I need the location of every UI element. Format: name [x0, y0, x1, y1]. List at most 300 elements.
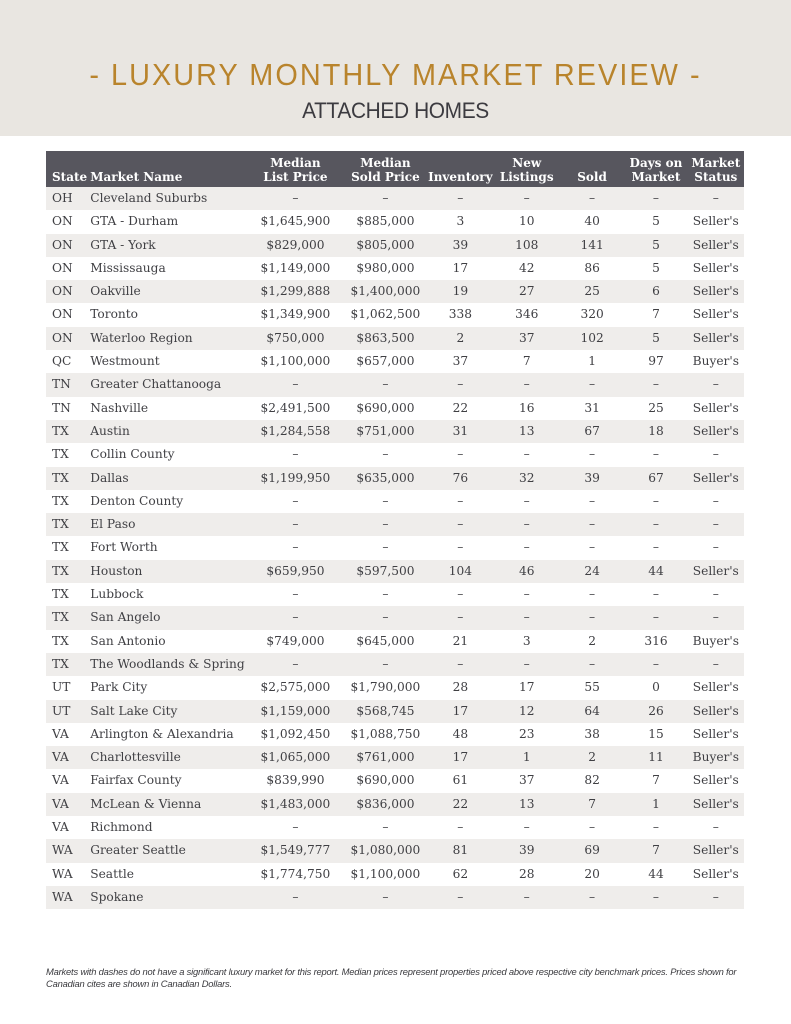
cell-inventory: 22 [427, 397, 493, 420]
cell-market-name: Park City [90, 676, 247, 699]
cell-sold: 40 [560, 210, 624, 233]
table-row [46, 746, 744, 769]
table-row [46, 420, 744, 443]
cell-market-status: – [688, 816, 744, 839]
table-row [46, 443, 744, 466]
header-sold: Sold [560, 151, 624, 187]
cell-inventory: 37 [427, 350, 493, 373]
cell-market-name: Charlottesville [90, 746, 247, 769]
cell-sold: 39 [560, 467, 624, 490]
cell-median-list-price: $1,149,000 [247, 257, 344, 280]
cell-median-list-price: – [247, 490, 344, 513]
cell-median-sold-price: $1,400,000 [344, 280, 427, 303]
cell-inventory: 21 [427, 630, 493, 653]
cell-inventory: 22 [427, 793, 493, 816]
table-body [46, 187, 744, 909]
cell-new-listings: 1 [494, 746, 560, 769]
cell-median-list-price: $1,774,750 [247, 863, 344, 886]
cell-new-listings: – [494, 816, 560, 839]
cell-median-sold-price: – [344, 606, 427, 629]
cell-market-status: Seller's [688, 467, 744, 490]
cell-sold: 20 [560, 863, 624, 886]
table-row [46, 210, 744, 233]
cell-market-status: Seller's [688, 327, 744, 350]
header-new-listings: New Listings [494, 151, 560, 187]
cell-days-on-market: – [624, 653, 687, 676]
cell-days-on-market: 7 [624, 769, 687, 792]
cell-sold: 31 [560, 397, 624, 420]
cell-new-listings: – [494, 886, 560, 909]
cell-median-sold-price: $836,000 [344, 793, 427, 816]
cell-new-listings: 37 [494, 327, 560, 350]
cell-state: TX [46, 513, 90, 536]
cell-days-on-market: 5 [624, 257, 687, 280]
cell-new-listings: 7 [494, 350, 560, 373]
cell-days-on-market: 5 [624, 210, 687, 233]
cell-state: TX [46, 490, 90, 513]
cell-state: ON [46, 234, 90, 257]
cell-median-sold-price: – [344, 513, 427, 536]
cell-market-status: – [688, 653, 744, 676]
cell-median-sold-price: $568,745 [344, 700, 427, 723]
cell-inventory: 39 [427, 234, 493, 257]
cell-market-name: San Antonio [90, 630, 247, 653]
table-row [46, 280, 744, 303]
cell-days-on-market: 26 [624, 700, 687, 723]
cell-state: TX [46, 653, 90, 676]
cell-state: TX [46, 630, 90, 653]
cell-market-status: – [688, 536, 744, 559]
table-row [46, 886, 744, 909]
cell-days-on-market: 5 [624, 327, 687, 350]
cell-median-list-price: $1,349,900 [247, 303, 344, 326]
cell-state: VA [46, 723, 90, 746]
cell-market-name: El Paso [90, 513, 247, 536]
cell-sold: 25 [560, 280, 624, 303]
cell-median-list-price: $749,000 [247, 630, 344, 653]
cell-state: WA [46, 863, 90, 886]
cell-sold: – [560, 606, 624, 629]
cell-market-status: Buyer's [688, 630, 744, 653]
cell-state: TN [46, 397, 90, 420]
cell-market-name: GTA - Durham [90, 210, 247, 233]
cell-market-status: Seller's [688, 723, 744, 746]
table-row [46, 700, 744, 723]
cell-market-name: Houston [90, 560, 247, 583]
cell-market-status: Seller's [688, 700, 744, 723]
table-row [46, 513, 744, 536]
cell-state: TX [46, 420, 90, 443]
cell-inventory: 31 [427, 420, 493, 443]
cell-median-list-price: – [247, 536, 344, 559]
cell-sold: 38 [560, 723, 624, 746]
table-row [46, 397, 744, 420]
cell-days-on-market: – [624, 536, 687, 559]
cell-market-name: Lubbock [90, 583, 247, 606]
cell-inventory: 2 [427, 327, 493, 350]
cell-new-listings: 12 [494, 700, 560, 723]
cell-inventory: 338 [427, 303, 493, 326]
cell-sold: – [560, 490, 624, 513]
table-row [46, 373, 744, 396]
cell-state: TX [46, 606, 90, 629]
cell-sold: – [560, 536, 624, 559]
table-row [46, 536, 744, 559]
table-row [46, 723, 744, 746]
cell-state: QC [46, 350, 90, 373]
cell-market-status: Seller's [688, 397, 744, 420]
cell-median-list-price: $1,092,450 [247, 723, 344, 746]
cell-new-listings: 16 [494, 397, 560, 420]
cell-days-on-market: – [624, 373, 687, 396]
cell-state: UT [46, 676, 90, 699]
cell-median-sold-price: – [344, 653, 427, 676]
cell-new-listings: 27 [494, 280, 560, 303]
cell-inventory: – [427, 606, 493, 629]
cell-median-sold-price: $805,000 [344, 234, 427, 257]
cell-inventory: 62 [427, 863, 493, 886]
cell-inventory: – [427, 536, 493, 559]
header-market-status: Market Status [688, 151, 744, 187]
cell-new-listings: 46 [494, 560, 560, 583]
cell-market-name: Arlington & Alexandria [90, 723, 247, 746]
cell-days-on-market: 11 [624, 746, 687, 769]
cell-market-status: – [688, 886, 744, 909]
cell-median-sold-price: $751,000 [344, 420, 427, 443]
page-subtitle: ATTACHED HOMES [302, 98, 489, 123]
cell-state: TX [46, 560, 90, 583]
cell-median-list-price: $1,483,000 [247, 793, 344, 816]
cell-median-list-price: $1,199,950 [247, 467, 344, 490]
cell-days-on-market: 0 [624, 676, 687, 699]
cell-market-status: Seller's [688, 210, 744, 233]
cell-median-list-price: $1,645,900 [247, 210, 344, 233]
cell-median-list-price: – [247, 653, 344, 676]
cell-sold: 55 [560, 676, 624, 699]
cell-sold: – [560, 886, 624, 909]
table-row [46, 793, 744, 816]
cell-market-status: – [688, 606, 744, 629]
cell-inventory: 76 [427, 467, 493, 490]
cell-market-name: Cleveland Suburbs [90, 187, 247, 210]
cell-inventory: – [427, 653, 493, 676]
cell-new-listings: – [494, 513, 560, 536]
cell-state: TX [46, 536, 90, 559]
header-inventory: Inventory [427, 151, 493, 187]
cell-median-sold-price: – [344, 816, 427, 839]
header-days-on-market: Days on Market [624, 151, 687, 187]
header-state: State [46, 151, 90, 187]
cell-days-on-market: – [624, 513, 687, 536]
cell-state: TX [46, 443, 90, 466]
cell-market-status: – [688, 490, 744, 513]
cell-days-on-market: 5 [624, 234, 687, 257]
cell-sold: 64 [560, 700, 624, 723]
cell-state: VA [46, 793, 90, 816]
cell-market-status: Seller's [688, 234, 744, 257]
cell-new-listings: – [494, 443, 560, 466]
table-header-row [46, 151, 744, 187]
cell-state: TN [46, 373, 90, 396]
header-market-name: Market Name [90, 151, 247, 187]
cell-inventory: – [427, 187, 493, 210]
cell-inventory: 104 [427, 560, 493, 583]
cell-market-name: Westmount [90, 350, 247, 373]
cell-days-on-market: – [624, 886, 687, 909]
cell-market-name: Dallas [90, 467, 247, 490]
table-row [46, 676, 744, 699]
cell-sold: – [560, 816, 624, 839]
cell-median-sold-price: $885,000 [344, 210, 427, 233]
cell-days-on-market: 18 [624, 420, 687, 443]
cell-state: ON [46, 327, 90, 350]
cell-days-on-market: 97 [624, 350, 687, 373]
cell-days-on-market: 6 [624, 280, 687, 303]
cell-sold: – [560, 513, 624, 536]
cell-state: VA [46, 769, 90, 792]
cell-market-name: Seattle [90, 863, 247, 886]
cell-inventory: – [427, 816, 493, 839]
cell-sold: – [560, 653, 624, 676]
cell-market-status: Seller's [688, 839, 744, 862]
cell-market-status: Seller's [688, 676, 744, 699]
table-row [46, 303, 744, 326]
cell-inventory: – [427, 443, 493, 466]
header-median-sold-price: Median Sold Price [344, 151, 427, 187]
cell-market-status: Seller's [688, 280, 744, 303]
cell-days-on-market: 1 [624, 793, 687, 816]
cell-market-name: GTA - York [90, 234, 247, 257]
cell-market-name: The Woodlands & Spring [90, 653, 247, 676]
cell-median-sold-price: $645,000 [344, 630, 427, 653]
table-row [46, 816, 744, 839]
cell-median-sold-price: $1,790,000 [344, 676, 427, 699]
cell-market-name: Greater Chattanooga [90, 373, 247, 396]
cell-market-status: Seller's [688, 257, 744, 280]
table-row [46, 350, 744, 373]
cell-median-list-price: $1,284,558 [247, 420, 344, 443]
cell-inventory: 19 [427, 280, 493, 303]
cell-days-on-market: – [624, 443, 687, 466]
cell-inventory: – [427, 373, 493, 396]
cell-market-name: Spokane [90, 886, 247, 909]
cell-inventory: 81 [427, 839, 493, 862]
cell-new-listings: 108 [494, 234, 560, 257]
cell-days-on-market: 316 [624, 630, 687, 653]
cell-sold: – [560, 583, 624, 606]
cell-median-sold-price: $635,000 [344, 467, 427, 490]
table-row [46, 653, 744, 676]
cell-market-status: – [688, 513, 744, 536]
cell-median-sold-price: – [344, 536, 427, 559]
cell-state: WA [46, 886, 90, 909]
cell-market-name: Toronto [90, 303, 247, 326]
cell-median-list-price: $1,100,000 [247, 350, 344, 373]
table-row [46, 769, 744, 792]
cell-sold: – [560, 187, 624, 210]
cell-sold: 69 [560, 839, 624, 862]
cell-new-listings: – [494, 187, 560, 210]
cell-new-listings: 13 [494, 420, 560, 443]
cell-inventory: 3 [427, 210, 493, 233]
cell-median-sold-price: – [344, 886, 427, 909]
table-row [46, 630, 744, 653]
cell-days-on-market: 67 [624, 467, 687, 490]
table-row [46, 327, 744, 350]
cell-new-listings: – [494, 606, 560, 629]
cell-sold: 24 [560, 560, 624, 583]
table-row [46, 863, 744, 886]
cell-sold: 102 [560, 327, 624, 350]
cell-days-on-market: – [624, 490, 687, 513]
cell-new-listings: – [494, 536, 560, 559]
cell-market-name: Nashville [90, 397, 247, 420]
cell-new-listings: 346 [494, 303, 560, 326]
cell-market-name: San Angelo [90, 606, 247, 629]
cell-median-list-price: – [247, 373, 344, 396]
market-table [46, 151, 744, 909]
cell-new-listings: 23 [494, 723, 560, 746]
cell-new-listings: 32 [494, 467, 560, 490]
cell-median-sold-price: $690,000 [344, 769, 427, 792]
cell-days-on-market: – [624, 816, 687, 839]
cell-median-sold-price: $980,000 [344, 257, 427, 280]
cell-market-status: Seller's [688, 769, 744, 792]
cell-new-listings: 37 [494, 769, 560, 792]
cell-new-listings: – [494, 490, 560, 513]
cell-market-status: – [688, 583, 744, 606]
cell-days-on-market: 44 [624, 863, 687, 886]
cell-days-on-market: 7 [624, 303, 687, 326]
cell-new-listings: 42 [494, 257, 560, 280]
cell-state: WA [46, 839, 90, 862]
cell-median-list-price: – [247, 187, 344, 210]
cell-median-sold-price: $657,000 [344, 350, 427, 373]
cell-inventory: – [427, 583, 493, 606]
cell-median-sold-price: $1,080,000 [344, 839, 427, 862]
cell-days-on-market: – [624, 187, 687, 210]
table-row [46, 839, 744, 862]
cell-median-list-price: – [247, 583, 344, 606]
cell-median-sold-price: $1,100,000 [344, 863, 427, 886]
cell-median-list-price: $2,491,500 [247, 397, 344, 420]
cell-days-on-market: – [624, 583, 687, 606]
cell-state: TX [46, 583, 90, 606]
cell-market-name: Oakville [90, 280, 247, 303]
cell-inventory: 61 [427, 769, 493, 792]
cell-median-sold-price: $1,062,500 [344, 303, 427, 326]
table-row [46, 583, 744, 606]
cell-median-sold-price: – [344, 187, 427, 210]
cell-market-status: Seller's [688, 420, 744, 443]
cell-market-status: Seller's [688, 560, 744, 583]
cell-inventory: 17 [427, 257, 493, 280]
cell-median-sold-price: $1,088,750 [344, 723, 427, 746]
cell-inventory: – [427, 886, 493, 909]
cell-market-status: – [688, 443, 744, 466]
cell-market-status: Seller's [688, 793, 744, 816]
cell-market-status: Buyer's [688, 350, 744, 373]
cell-median-sold-price: $863,500 [344, 327, 427, 350]
cell-state: VA [46, 746, 90, 769]
cell-sold: 86 [560, 257, 624, 280]
cell-median-list-price: – [247, 816, 344, 839]
cell-market-name: Fort Worth [90, 536, 247, 559]
cell-median-list-price: $839,990 [247, 769, 344, 792]
cell-state: OH [46, 187, 90, 210]
cell-new-listings: 39 [494, 839, 560, 862]
cell-inventory: 17 [427, 746, 493, 769]
cell-new-listings: – [494, 373, 560, 396]
cell-market-name: Greater Seattle [90, 839, 247, 862]
cell-days-on-market: 25 [624, 397, 687, 420]
cell-sold: 67 [560, 420, 624, 443]
cell-new-listings: 10 [494, 210, 560, 233]
cell-market-name: Salt Lake City [90, 700, 247, 723]
cell-inventory: 17 [427, 700, 493, 723]
cell-state: ON [46, 257, 90, 280]
cell-new-listings: – [494, 653, 560, 676]
footnote: Markets with dashes do not have a significant luxury market for this report. Median prices represent properties priced above respective city benchmark prices. Prices shown for Canadian cites are shown in Canadian Dollars. [46, 966, 737, 989]
cell-sold: – [560, 373, 624, 396]
cell-sold: 320 [560, 303, 624, 326]
header-banner [0, 0, 791, 136]
table-row [46, 234, 744, 257]
cell-median-sold-price: $690,000 [344, 397, 427, 420]
cell-sold: 2 [560, 630, 624, 653]
cell-median-list-price: – [247, 606, 344, 629]
cell-sold: – [560, 443, 624, 466]
table-row [46, 257, 744, 280]
cell-sold: 7 [560, 793, 624, 816]
cell-market-status: Seller's [688, 863, 744, 886]
page-title: - LUXURY MONTHLY MARKET REVIEW - [89, 57, 702, 92]
cell-new-listings: – [494, 583, 560, 606]
cell-median-list-price: $1,159,000 [247, 700, 344, 723]
cell-new-listings: 17 [494, 676, 560, 699]
cell-market-name: Mississauga [90, 257, 247, 280]
cell-median-list-price: $1,299,888 [247, 280, 344, 303]
cell-median-list-price: $1,549,777 [247, 839, 344, 862]
cell-state: UT [46, 700, 90, 723]
cell-days-on-market: 44 [624, 560, 687, 583]
cell-state: TX [46, 467, 90, 490]
cell-median-sold-price: – [344, 583, 427, 606]
cell-median-list-price: $1,065,000 [247, 746, 344, 769]
table-row [46, 606, 744, 629]
cell-median-list-price: $750,000 [247, 327, 344, 350]
cell-median-list-price: – [247, 513, 344, 536]
cell-median-list-price: – [247, 443, 344, 466]
table-row [46, 490, 744, 513]
cell-median-list-price: – [247, 886, 344, 909]
cell-median-sold-price: – [344, 373, 427, 396]
cell-sold: 1 [560, 350, 624, 373]
cell-market-name: Denton County [90, 490, 247, 513]
table-row [46, 560, 744, 583]
cell-new-listings: 3 [494, 630, 560, 653]
cell-median-list-price: $659,950 [247, 560, 344, 583]
cell-median-list-price: $2,575,000 [247, 676, 344, 699]
cell-new-listings: 28 [494, 863, 560, 886]
cell-sold: 2 [560, 746, 624, 769]
cell-days-on-market: – [624, 606, 687, 629]
cell-median-sold-price: – [344, 490, 427, 513]
cell-median-sold-price: – [344, 443, 427, 466]
cell-new-listings: 13 [494, 793, 560, 816]
cell-sold: 82 [560, 769, 624, 792]
cell-market-name: Waterloo Region [90, 327, 247, 350]
